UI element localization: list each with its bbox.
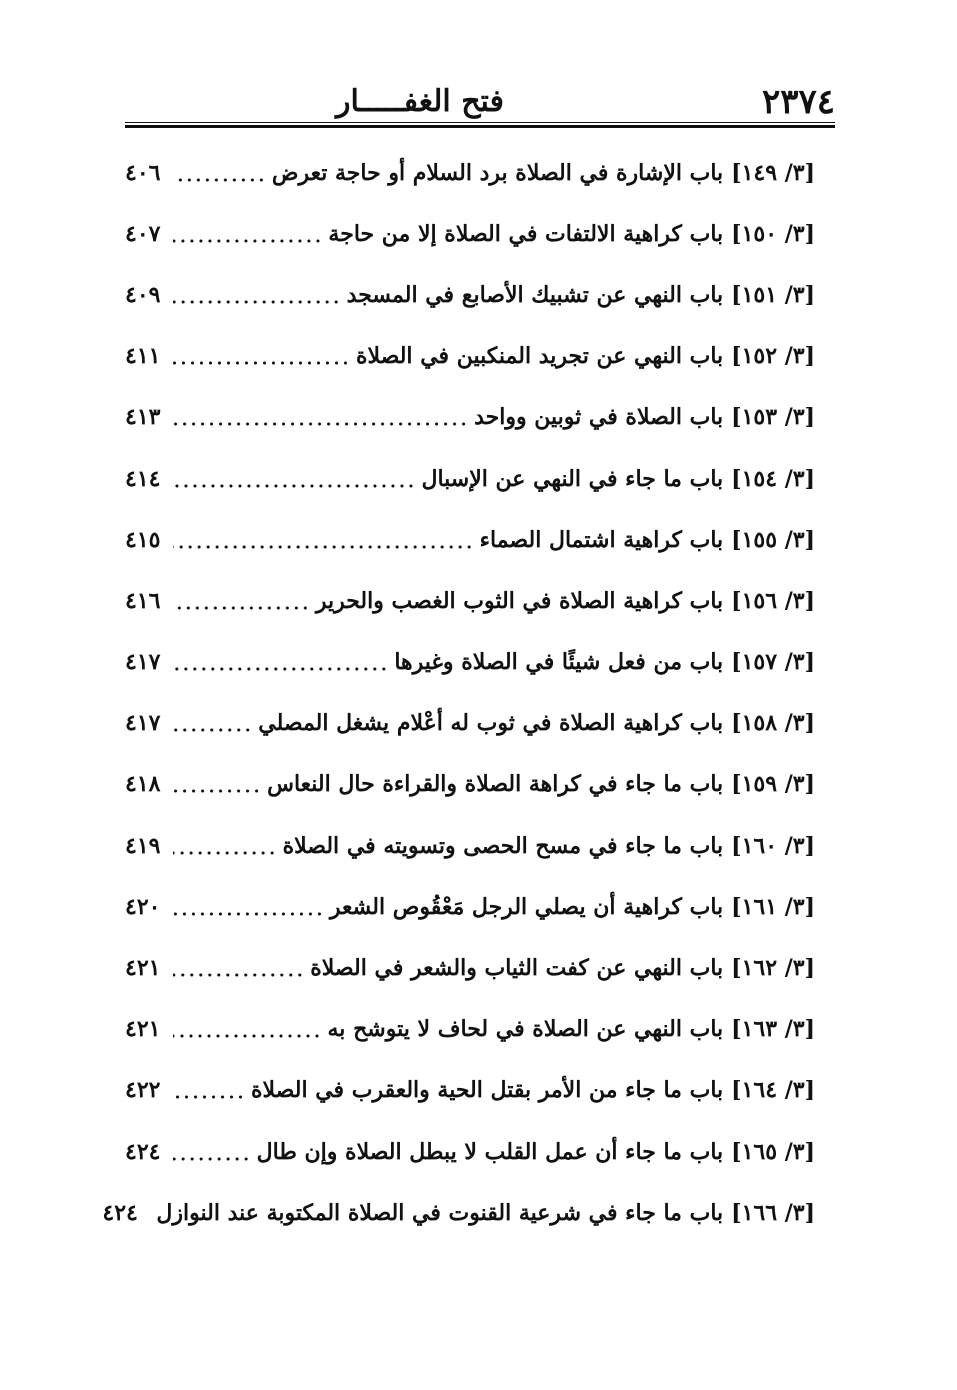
dot-leader [173, 1095, 245, 1099]
entry-title: باب ما جاء في النهي عن الإسبال [421, 465, 724, 492]
entry-page-number: ٤١٥ [125, 526, 161, 553]
entry-title: باب ما جاء من الأمر بقتل الحية والعقرب في الصلاة [251, 1077, 724, 1104]
entry-number: [٣/ ١٥٨] [731, 710, 815, 737]
entry-page-number: ٤١٣ [125, 404, 161, 431]
entry-title: باب النهي عن الصلاة في لحاف لا يتوشح به [327, 1016, 724, 1043]
entry-number: [٣/ ١٦٢] [731, 955, 815, 982]
entry-page-number: ٤١١ [125, 343, 161, 370]
toc-entry [125, 142, 815, 203]
book-title: فتح الغفـــــار [336, 84, 504, 119]
dot-leader [173, 606, 310, 610]
entry-number: [٣/ ١٥٩] [731, 771, 815, 798]
dot-leader [173, 361, 350, 365]
dot-leader [173, 1157, 251, 1161]
entry-number: [٣/ ١٦١] [731, 893, 815, 920]
entry-page-number: ٤٠٩ [125, 281, 161, 308]
toc-entry [125, 570, 815, 631]
toc-entry [125, 1060, 815, 1121]
entry-title: باب الإشارة في الصلاة برد السلام أو حاجة تعرض [271, 159, 724, 186]
toc-entry [125, 509, 815, 570]
toc-entry [125, 693, 815, 754]
dot-leader [173, 789, 261, 793]
dot-leader [173, 178, 266, 182]
entry-page-number: ٤١٦ [125, 587, 161, 614]
entry-number: [٣/ ١٦٣] [731, 1016, 815, 1043]
entry-title: باب من فعل شيئًا في الصلاة وغيرها [394, 649, 724, 676]
dot-leader [173, 484, 415, 488]
entry-number: [٣/ ١٥٣] [731, 404, 815, 431]
entry-page-number: ٤٢٤ [125, 1138, 161, 1165]
entry-title: باب كراهية الصلاة في الثوب الغصب والحرير [315, 587, 724, 614]
toc-entry [125, 754, 815, 815]
page-header [125, 78, 835, 128]
entry-page-number: ٤٢٢ [125, 1077, 161, 1104]
entry-number: [٣/ ١٥٢] [731, 343, 815, 370]
page-number: ٢٣٧٤ [761, 82, 835, 122]
toc-entry [125, 387, 815, 448]
entry-title: باب الصلاة في ثوبين وواحد [474, 404, 724, 431]
entry-page-number: ٤٠٧ [125, 220, 161, 247]
entry-number: [٣/ ١٦٤] [731, 1077, 815, 1104]
toc-entry [125, 1121, 815, 1182]
table-of-contents [102, 142, 815, 1243]
entry-number: [٣/ ١٦٠] [731, 832, 815, 859]
toc-entry [125, 326, 815, 387]
entry-title: باب ما جاء في كراهة الصلاة والقراءة حال النعاس [267, 771, 724, 798]
entry-page-number: ٤١٤ [125, 465, 161, 492]
entry-number: [٣/ ١٤٩] [731, 159, 815, 186]
toc-entry [125, 937, 815, 998]
toc-entry [125, 999, 815, 1060]
dot-leader [173, 667, 388, 671]
entry-number: [٣/ ١٥٧] [731, 649, 815, 676]
entry-page-number: ٤١٩ [125, 832, 161, 859]
header-rule [125, 125, 835, 128]
entry-title: باب النهي عن كفت الثياب والشعر في الصلاة [310, 955, 724, 982]
entry-title: باب ما جاء أن عمل القلب لا يبطل الصلاة وإن طال [256, 1138, 724, 1165]
entry-page-number: ٤٠٦ [125, 159, 161, 186]
entry-page-number: ٤٢٠ [125, 893, 161, 920]
entry-title: باب ما جاء في شرعية القنوت في الصلاة المكتوبة عند النوازل [156, 1199, 724, 1226]
entry-page-number: ٤١٧ [125, 710, 161, 737]
toc-entry [125, 876, 815, 937]
dot-leader [173, 973, 304, 977]
dot-leader [173, 545, 474, 549]
entry-number: [٣/ ١٥٦] [731, 587, 815, 614]
entry-page-number: ٤١٧ [125, 649, 161, 676]
entry-number: [٣/ ١٥٠] [731, 220, 815, 247]
dot-leader [173, 422, 468, 426]
header-rule-thin [125, 122, 835, 123]
entry-number: [٣/ ١٥٥] [731, 526, 815, 553]
entry-number: [٣/ ١٥٤] [731, 465, 815, 492]
toc-entry [125, 264, 815, 325]
entry-page-number: ٤٢٤ [102, 1199, 138, 1226]
entry-page-number: ٤١٨ [125, 771, 161, 798]
entry-title: باب كراهية الالتفات في الصلاة إلا من حاجة [328, 220, 724, 247]
entry-page-number: ٤٢١ [125, 955, 161, 982]
entry-number: [٣/ ١٦٦] [731, 1199, 815, 1226]
toc-entry [125, 203, 815, 264]
toc-entry [125, 632, 815, 693]
toc-entry [102, 1182, 815, 1243]
entry-title: باب كراهية اشتمال الصماء [479, 526, 724, 553]
dot-leader [173, 1034, 322, 1038]
entry-number: [٣/ ١٥١] [731, 281, 815, 308]
toc-entry [125, 815, 815, 876]
entry-title: باب كراهية الصلاة في ثوب له أعْلام يشغل المصلي [258, 710, 724, 737]
entry-title: باب كراهية أن يصلي الرجل مَعْقُوص الشعر [329, 893, 724, 920]
entry-title: باب النهي عن تشبيك الأصابع في المسجد [346, 281, 724, 308]
entry-title: باب ما جاء في مسح الحصى وتسويته في الصلاة [282, 832, 724, 859]
entry-number: [٣/ ١٦٥] [731, 1138, 815, 1165]
dot-leader [173, 300, 341, 304]
dot-leader [173, 239, 322, 243]
entry-page-number: ٤٢١ [125, 1016, 161, 1043]
dot-leader [173, 912, 324, 916]
toc-entry [125, 448, 815, 509]
dot-leader [173, 728, 252, 732]
entry-title: باب النهي عن تجريد المنكبين في الصلاة [355, 343, 724, 370]
dot-leader [173, 851, 277, 855]
